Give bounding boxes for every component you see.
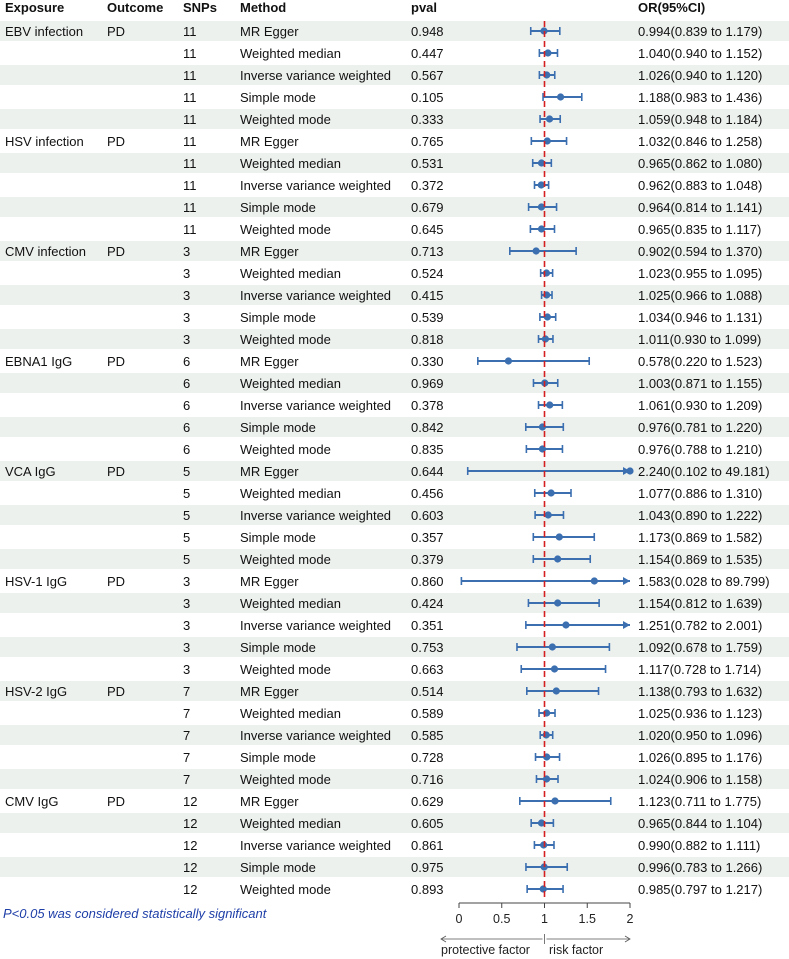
snps-cell: 6: [183, 442, 191, 457]
ci-arrow-right: [623, 621, 630, 629]
method-cell: Inverse variance weighted: [240, 508, 392, 523]
pval-cell: 0.351: [411, 618, 444, 633]
method-cell: Simple mode: [240, 310, 316, 325]
snps-cell: 11: [183, 24, 197, 39]
or-ci-cell: 1.003(0.871 to 1.155): [638, 376, 763, 391]
point-estimate: [556, 533, 563, 540]
pval-cell: 0.379: [411, 552, 444, 567]
method-cell: Simple mode: [240, 860, 316, 875]
x-tick-label: 0.5: [493, 912, 511, 926]
snps-cell: 3: [183, 662, 191, 677]
pval-cell: 0.372: [411, 178, 444, 193]
method-cell: Weighted median: [240, 596, 341, 611]
method-cell: Simple mode: [240, 420, 316, 435]
table-row: [183, 882, 762, 897]
table-row: [183, 46, 762, 61]
method-cell: Weighted mode: [240, 882, 331, 897]
point-estimate: [540, 841, 547, 848]
pval-cell: 0.605: [411, 816, 444, 831]
method-cell: Inverse variance weighted: [240, 398, 392, 413]
method-cell: Weighted median: [240, 486, 341, 501]
method-cell: Weighted median: [240, 266, 341, 281]
snps-cell: 5: [183, 464, 191, 479]
method-cell: MR Egger: [240, 794, 299, 809]
point-estimate: [591, 577, 598, 584]
or-ci-cell: 1.034(0.946 to 1.131): [638, 310, 763, 325]
pval-cell: 0.456: [411, 486, 444, 501]
point-estimate: [540, 885, 547, 892]
risk-factor-label: risk factor: [549, 943, 604, 957]
or-ci-cell: 1.092(0.678 to 1.759): [638, 640, 763, 655]
snps-cell: 11: [183, 134, 197, 149]
x-tick-label: 2: [626, 912, 634, 926]
or-ci-cell: 0.985(0.797 to 1.217): [638, 882, 763, 897]
x-tick-label: 1: [541, 912, 548, 926]
outcome-cell: PD: [107, 354, 126, 369]
method-cell: Inverse variance weighted: [240, 728, 392, 743]
pval-cell: 0.644: [411, 464, 444, 479]
snps-cell: 12: [183, 794, 198, 809]
exposure-cell: CMV infection: [5, 244, 86, 259]
method-cell: MR Egger: [240, 684, 299, 699]
or-ci-cell: 0.976(0.781 to 1.220): [638, 420, 763, 435]
method-cell: Weighted mode: [240, 442, 331, 457]
pval-cell: 0.753: [411, 640, 444, 655]
snps-cell: 5: [183, 552, 191, 567]
point-estimate: [626, 467, 633, 474]
point-estimate: [533, 247, 540, 254]
snps-cell: 11: [183, 90, 197, 105]
snps-cell: 6: [183, 354, 191, 369]
or-ci-cell: 1.154(0.869 to 1.535): [638, 552, 763, 567]
header-method: Method: [240, 0, 287, 15]
pval-cell: 0.531: [411, 156, 444, 171]
pval-cell: 0.524: [411, 266, 444, 281]
pval-cell: 0.567: [411, 68, 444, 83]
table-row: [183, 310, 762, 325]
table-row: [183, 178, 762, 193]
pval-cell: 0.603: [411, 508, 444, 523]
outcome-cell: PD: [107, 794, 126, 809]
pval-cell: 0.330: [411, 354, 444, 369]
method-cell: MR Egger: [240, 134, 299, 149]
method-cell: Inverse variance weighted: [240, 68, 392, 83]
or-ci-cell: 0.994(0.839 to 1.179): [638, 24, 763, 39]
method-cell: Weighted median: [240, 706, 341, 721]
point-estimate: [543, 731, 550, 738]
snps-cell: 3: [183, 310, 191, 325]
snps-cell: 3: [183, 332, 191, 347]
header-outcome: Outcome: [107, 0, 164, 15]
pval-cell: 0.713: [411, 244, 444, 259]
snps-cell: 7: [183, 772, 191, 787]
pval-cell: 0.860: [411, 574, 444, 589]
outcome-cell: PD: [107, 134, 126, 149]
pval-cell: 0.378: [411, 398, 444, 413]
method-cell: MR Egger: [240, 354, 299, 369]
snps-cell: 12: [183, 882, 198, 897]
or-ci-cell: 1.123(0.711 to 1.775): [638, 794, 762, 809]
or-ci-cell: 0.976(0.788 to 1.210): [638, 442, 763, 457]
or-ci-cell: 0.964(0.814 to 1.141): [638, 200, 763, 215]
method-cell: Weighted median: [240, 376, 341, 391]
ci-arrow-right: [623, 577, 630, 585]
point-estimate: [551, 797, 558, 804]
or-ci-cell: 1.040(0.940 to 1.152): [638, 46, 763, 61]
method-cell: Weighted median: [240, 46, 341, 61]
pval-cell: 0.663: [411, 662, 444, 677]
or-ci-cell: 1.026(0.940 to 1.120): [638, 68, 763, 83]
pval-cell: 0.589: [411, 706, 444, 721]
or-ci-cell: 1.138(0.793 to 1.632): [638, 684, 763, 699]
or-ci-cell: 1.251(0.782 to 2.001): [638, 618, 763, 633]
pval-cell: 0.645: [411, 222, 444, 237]
or-ci-cell: 1.032(0.846 to 1.258): [638, 134, 763, 149]
point-estimate: [544, 49, 551, 56]
snps-cell: 3: [183, 288, 191, 303]
snps-cell: 6: [183, 420, 191, 435]
or-ci-cell: 0.902(0.594 to 1.370): [638, 244, 763, 259]
exposure-cell: HSV infection: [5, 134, 84, 149]
snps-cell: 5: [183, 508, 191, 523]
x-tick-label: 1.5: [578, 912, 596, 926]
snps-cell: 3: [183, 640, 191, 655]
snps-cell: 11: [183, 178, 197, 193]
method-cell: MR Egger: [240, 24, 299, 39]
snps-cell: 7: [183, 750, 191, 765]
x-axis: [441, 903, 634, 944]
or-ci-cell: 0.996(0.783 to 1.266): [638, 860, 763, 875]
method-cell: Simple mode: [240, 750, 316, 765]
exposure-cell: CMV IgG: [5, 794, 59, 809]
snps-cell: 11: [183, 46, 197, 61]
or-ci-cell: 1.173(0.869 to 1.582): [638, 530, 763, 545]
snps-cell: 11: [183, 68, 197, 83]
or-ci-cell: 1.061(0.930 to 1.209): [638, 398, 763, 413]
header-exposure: Exposure: [5, 0, 65, 15]
table-row: [183, 486, 762, 501]
header-or-ci: OR(95%CI): [638, 0, 706, 15]
or-ci-cell: 1.026(0.895 to 1.176): [638, 750, 763, 765]
or-ci-cell: 1.583(0.028 to 89.799): [638, 574, 770, 589]
x-tick-label: 0: [455, 912, 463, 926]
snps-cell: 3: [183, 266, 191, 281]
pval-cell: 0.893: [411, 882, 444, 897]
pval-cell: 0.424: [411, 596, 444, 611]
snps-cell: 3: [183, 244, 191, 259]
snps-cell: 12: [183, 860, 198, 875]
or-ci-cell: 0.962(0.883 to 1.048): [638, 178, 763, 193]
method-cell: Weighted mode: [240, 662, 331, 677]
plot-area: [461, 21, 633, 899]
point-estimate: [549, 643, 556, 650]
method-cell: Weighted mode: [240, 552, 331, 567]
snps-cell: 11: [183, 156, 197, 171]
pval-cell: 0.415: [411, 288, 444, 303]
point-estimate: [553, 687, 560, 694]
header-pval: pval: [411, 0, 438, 15]
outcome-cell: PD: [107, 684, 126, 699]
point-estimate: [562, 621, 569, 628]
header-snps: SNPs: [183, 0, 217, 15]
method-cell: Weighted mode: [240, 772, 331, 787]
exposure-cell: VCA IgG: [5, 464, 56, 479]
outcome-cell: PD: [107, 574, 126, 589]
table-row: [183, 662, 761, 677]
snps-cell: 7: [183, 684, 191, 699]
point-estimate: [545, 511, 552, 518]
pval-cell: 0.835: [411, 442, 444, 457]
method-cell: Weighted mode: [240, 112, 331, 127]
table-row: [183, 750, 762, 765]
pval-cell: 0.357: [411, 530, 444, 545]
snps-cell: 3: [183, 596, 191, 611]
pval-cell: 0.818: [411, 332, 444, 347]
table-row: [183, 266, 762, 281]
or-ci-cell: 1.011(0.930 to 1.099): [638, 332, 762, 347]
pval-cell: 0.539: [411, 310, 444, 325]
or-ci-cell: 1.117(0.728 to 1.714): [638, 662, 762, 677]
protective-factor-label: protective factor: [441, 943, 530, 957]
table-row: [5, 794, 761, 809]
outcome-cell: PD: [107, 464, 126, 479]
outcome-cell: PD: [107, 24, 126, 39]
snps-cell: 5: [183, 486, 191, 501]
table-row: [183, 706, 762, 721]
snps-cell: 7: [183, 728, 191, 743]
method-cell: Simple mode: [240, 640, 316, 655]
table-row: [183, 838, 760, 853]
or-ci-cell: 1.025(0.966 to 1.088): [638, 288, 763, 303]
or-ci-cell: 0.990(0.882 to 1.111): [638, 838, 761, 853]
or-ci-cell: 1.020(0.950 to 1.096): [638, 728, 763, 743]
point-estimate: [546, 115, 553, 122]
point-estimate: [554, 555, 561, 562]
point-estimate: [505, 357, 512, 364]
snps-cell: 12: [183, 816, 198, 831]
table-row: [183, 530, 762, 545]
pval-cell: 0.861: [411, 838, 444, 853]
snps-cell: 6: [183, 376, 191, 391]
or-ci-cell: 0.965(0.844 to 1.104): [638, 816, 763, 831]
exposure-cell: HSV-1 IgG: [5, 574, 68, 589]
method-cell: MR Egger: [240, 244, 299, 259]
or-ci-cell: 1.059(0.948 to 1.184): [638, 112, 763, 127]
pval-cell: 0.585: [411, 728, 444, 743]
or-ci-cell: 1.023(0.955 to 1.095): [638, 266, 763, 281]
method-cell: MR Egger: [240, 574, 299, 589]
or-ci-cell: 1.077(0.886 to 1.310): [638, 486, 763, 501]
pval-cell: 0.679: [411, 200, 444, 215]
snps-cell: 7: [183, 706, 191, 721]
or-ci-cell: 2.240(0.102 to 49.181): [638, 464, 770, 479]
snps-cell: 3: [183, 618, 191, 633]
snps-cell: 12: [183, 838, 198, 853]
pval-cell: 0.728: [411, 750, 444, 765]
or-ci-cell: 1.025(0.936 to 1.123): [638, 706, 763, 721]
pval-cell: 0.514: [411, 684, 444, 699]
exposure-cell: EBV infection: [5, 24, 84, 39]
point-estimate: [547, 489, 554, 496]
point-estimate: [551, 665, 558, 672]
or-ci-cell: 1.043(0.890 to 1.222): [638, 508, 763, 523]
pval-cell: 0.447: [411, 46, 444, 61]
table-row: [5, 134, 762, 149]
point-estimate: [546, 401, 553, 408]
or-ci-cell: 0.578(0.220 to 1.523): [638, 354, 763, 369]
pval-cell: 0.842: [411, 420, 444, 435]
method-cell: Inverse variance weighted: [240, 618, 392, 633]
outcome-cell: PD: [107, 244, 126, 259]
snps-cell: 11: [183, 112, 197, 127]
pval-cell: 0.969: [411, 376, 444, 391]
point-estimate: [554, 599, 561, 606]
table-row: [183, 442, 762, 457]
method-cell: Inverse variance weighted: [240, 178, 392, 193]
column-headers: [5, 0, 705, 15]
point-estimate: [542, 335, 549, 342]
method-cell: Simple mode: [240, 90, 316, 105]
method-cell: MR Egger: [240, 464, 299, 479]
table-row: [5, 354, 762, 369]
method-cell: Weighted median: [240, 816, 341, 831]
pval-cell: 0.716: [411, 772, 444, 787]
pval-cell: 0.948: [411, 24, 444, 39]
snps-cell: 6: [183, 398, 191, 413]
method-cell: Simple mode: [240, 200, 316, 215]
table-row: [183, 398, 762, 413]
table-row: [183, 90, 762, 105]
or-ci-cell: 1.188(0.983 to 1.436): [638, 90, 763, 105]
pval-cell: 0.105: [411, 90, 444, 105]
table-row: [183, 222, 761, 237]
or-ci-cell: 1.154(0.812 to 1.639): [638, 596, 763, 611]
pval-cell: 0.333: [411, 112, 444, 127]
method-cell: Weighted median: [240, 156, 341, 171]
method-cell: Simple mode: [240, 530, 316, 545]
or-ci-cell: 0.965(0.835 to 1.117): [638, 222, 762, 237]
pval-cell: 0.975: [411, 860, 444, 875]
exposure-cell: HSV-2 IgG: [5, 684, 68, 699]
point-estimate: [557, 93, 564, 100]
method-cell: Weighted mode: [240, 222, 331, 237]
footnote: P<0.05 was considered statistically significant: [3, 906, 267, 921]
method-cell: Inverse variance weighted: [240, 288, 392, 303]
pval-cell: 0.765: [411, 134, 444, 149]
or-ci-cell: 1.024(0.906 to 1.158): [638, 772, 763, 787]
snps-cell: 5: [183, 530, 191, 545]
or-ci-cell: 0.965(0.862 to 1.080): [638, 156, 763, 171]
snps-cell: 11: [183, 200, 197, 215]
method-cell: Inverse variance weighted: [240, 838, 392, 853]
exposure-cell: EBNA1 IgG: [5, 354, 73, 369]
method-cell: Weighted mode: [240, 332, 331, 347]
table-row: [183, 618, 762, 633]
snps-cell: 11: [183, 222, 197, 237]
table-row: [5, 574, 770, 589]
snps-cell: 3: [183, 574, 191, 589]
pval-cell: 0.629: [411, 794, 444, 809]
